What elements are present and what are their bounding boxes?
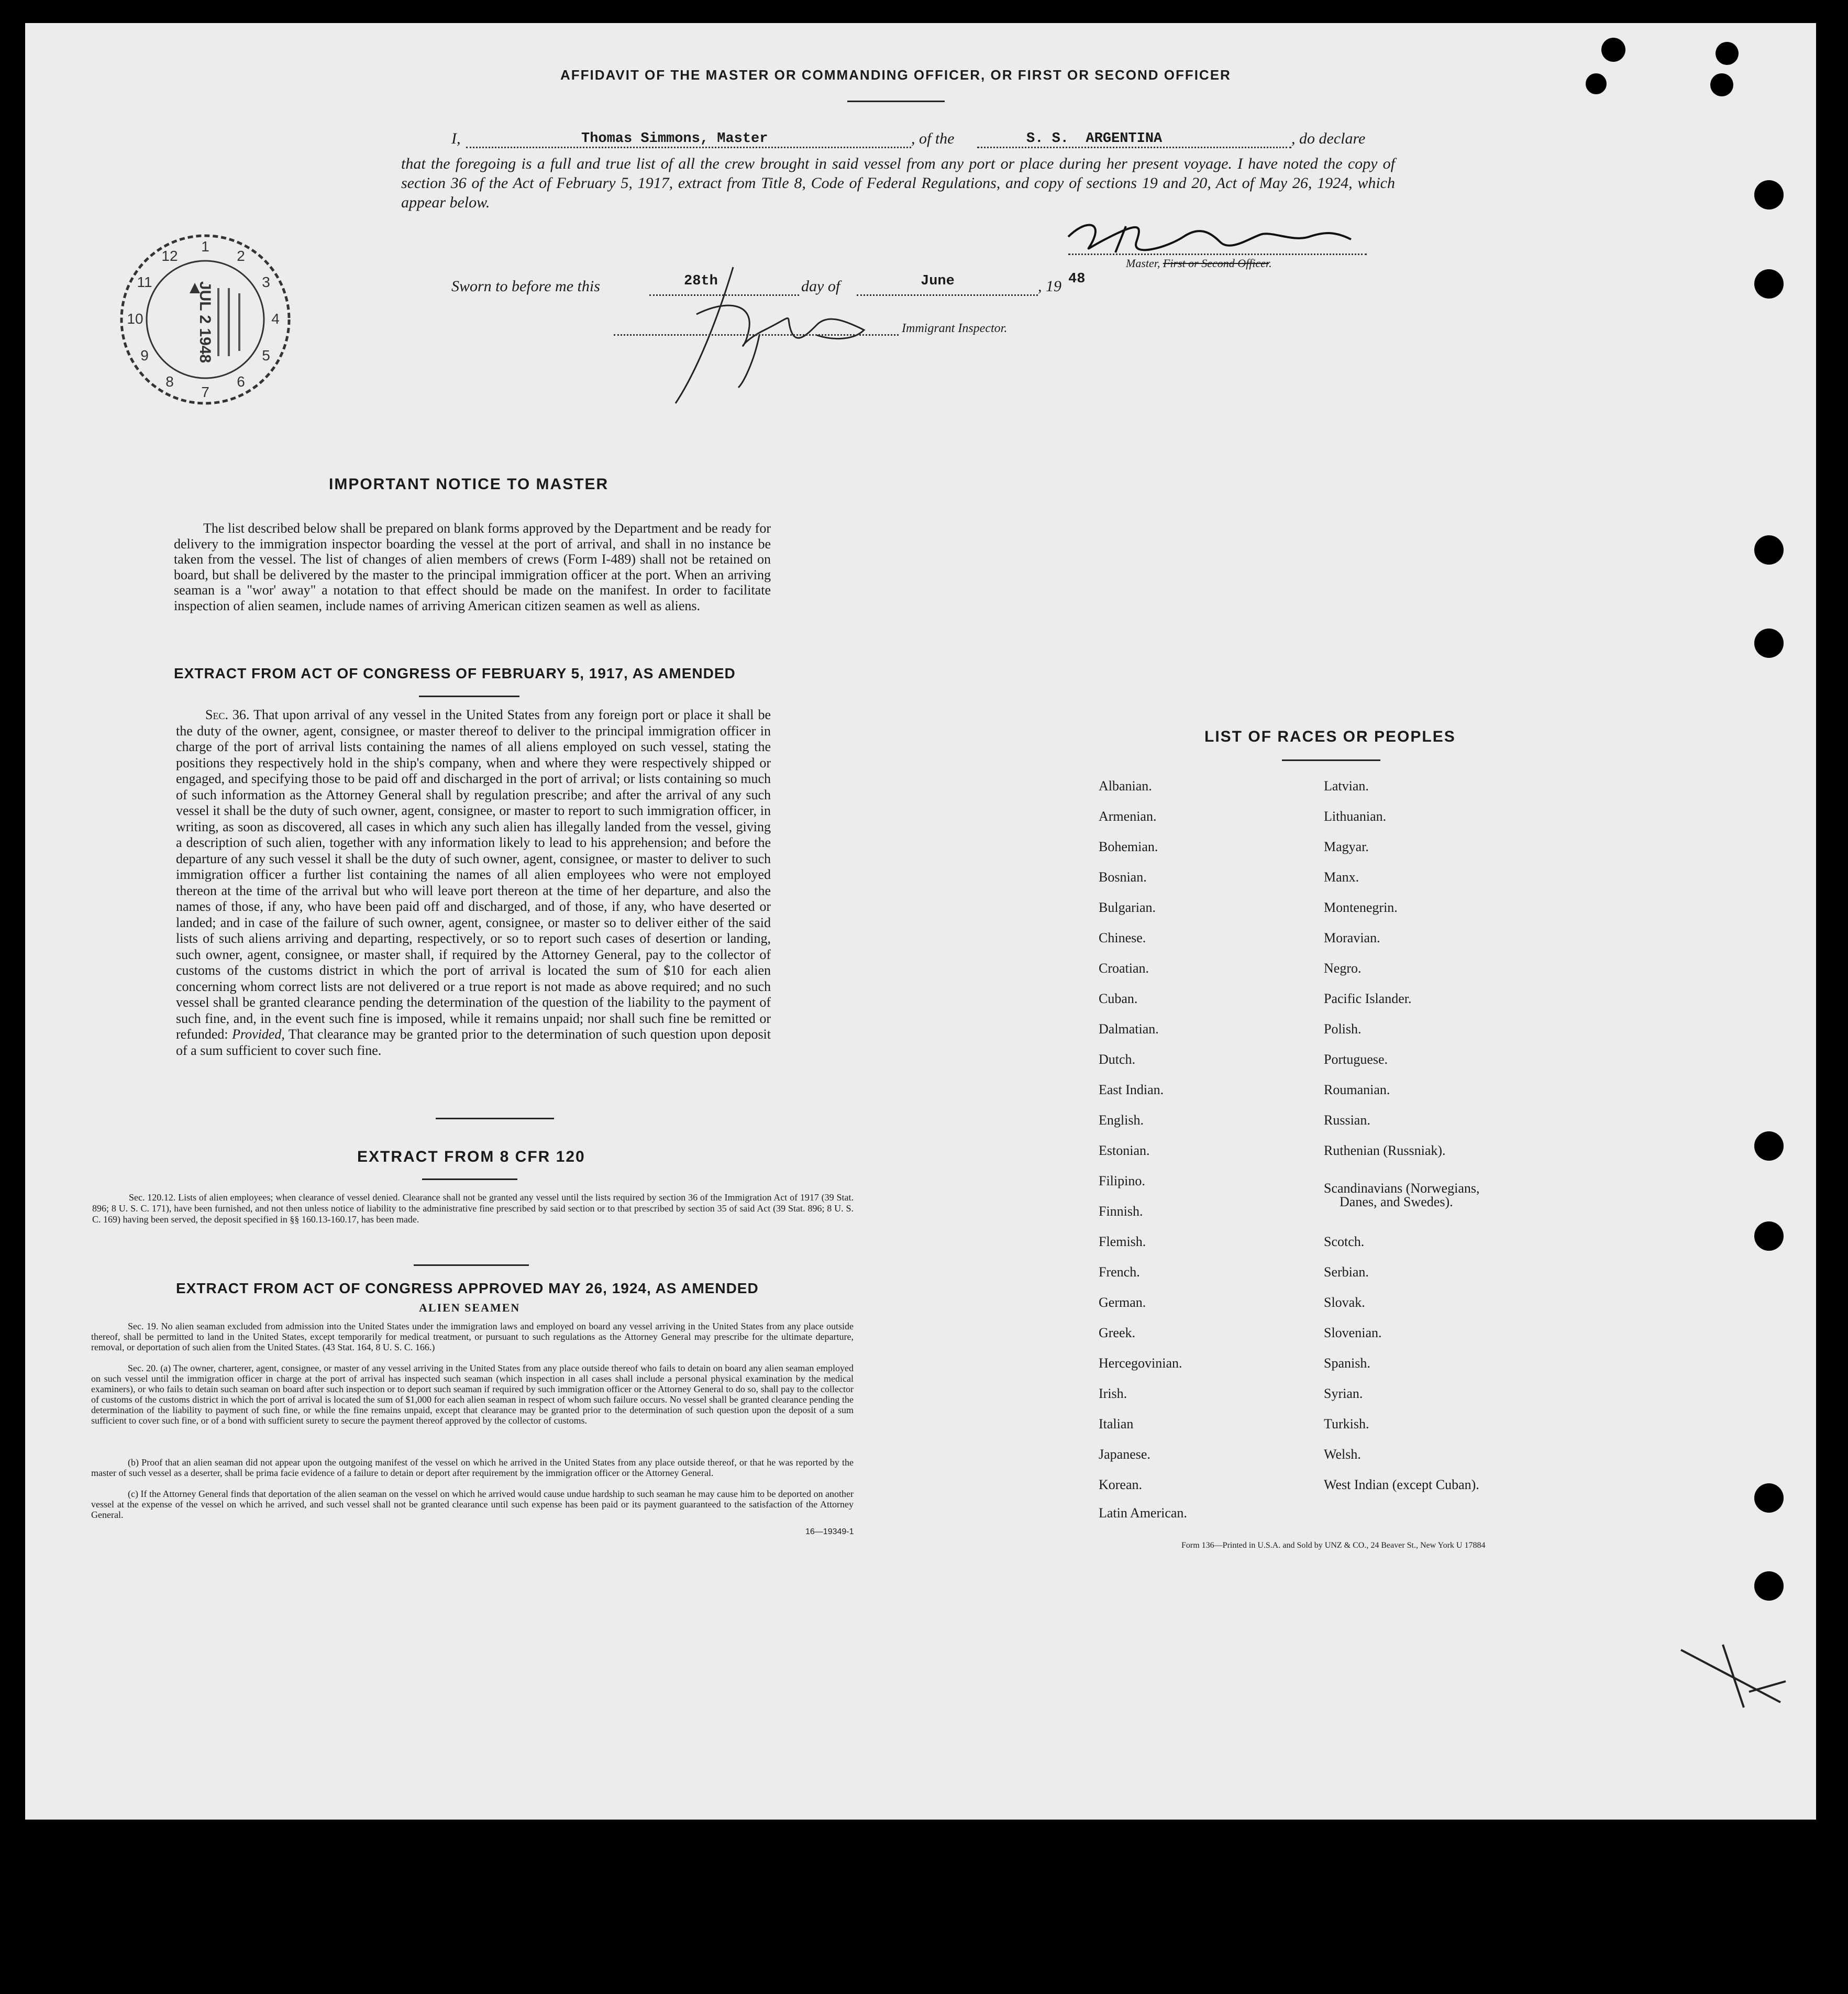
title-rule (847, 101, 945, 102)
race-item: Italian (1099, 1416, 1134, 1431)
race-item: Bulgarian. (1099, 900, 1156, 915)
cfr-end-rule (414, 1264, 529, 1266)
race-item: Armenian. (1099, 809, 1157, 824)
race-item: Russian. (1324, 1112, 1370, 1128)
extract1924-sec20c: (c) If the Attorney General finds that deportation of the alien seaman on the vessel on which he arrived would cause undue hardship to such seaman he may cause him to be deported on another vessel at the expense of the vessel on which he arrived, and such vessel shall not be granted clearance until such expense has been paid or its payment guaranteed to the satisfaction of the Attorney General. (91, 1489, 854, 1520)
race-item: French. (1099, 1264, 1140, 1280)
year-suffix: 48 (1068, 271, 1086, 287)
extract1917-sec: Sec. 36. (205, 707, 250, 722)
races-heading: LIST OF RACES OR PEOPLES (1204, 728, 1456, 745)
race-item: Filipino. (1099, 1173, 1145, 1188)
race-item: German. (1099, 1295, 1146, 1310)
stamp-number: 9 (140, 347, 149, 363)
race-item: Slovak. (1324, 1295, 1365, 1310)
race-item: Montenegrin. (1324, 900, 1398, 915)
race-item: East Indian. (1099, 1082, 1164, 1097)
race-item: Hercegovinian. (1099, 1356, 1182, 1371)
race-item: Slovenian. (1324, 1325, 1382, 1340)
stamp-number: 5 (262, 347, 270, 363)
cfr-heading: EXTRACT FROM 8 CFR 120 (357, 1148, 585, 1165)
stamp-date: JUL 2 1948 (196, 281, 214, 363)
race-item: Magyar. (1324, 839, 1369, 854)
race-item: Estonian. (1099, 1143, 1150, 1158)
punch-hole (1754, 269, 1784, 299)
race-item: Manx. (1324, 869, 1359, 885)
race-item: Scandinavians (Norwegians, (1324, 1181, 1480, 1196)
race-item: Bosnian. (1099, 869, 1147, 885)
extract1917-proviso-label: Provided, (232, 1027, 285, 1042)
inspector-signature-line (614, 334, 899, 336)
race-item: Flemish. (1099, 1234, 1146, 1249)
extract1924-sec20b: (b) Proof that an alien seaman did not appear upon the outgoing manifest of the vessel on which he arrived in the United States from any place outside thereof, or that he was reported by the master of such vessel as a deserter, shall be prima facie evidence of a failure to detain or deport after requirement by the immigration officer or the Attorney General. (91, 1457, 854, 1478)
master-name-line (466, 147, 911, 148)
of-the-label: , of the (911, 130, 955, 147)
race-item: West Indian (except Cuban). (1324, 1477, 1479, 1492)
race-item: English. (1099, 1112, 1144, 1128)
punch-hole (1754, 1131, 1784, 1161)
inspector-signature (665, 257, 885, 409)
race-item: Spanish. (1324, 1356, 1370, 1371)
master-signature (1063, 216, 1356, 258)
stamp-number: 6 (237, 373, 245, 390)
form-code: 16—19349-1 (805, 1527, 854, 1536)
race-item: Polish. (1324, 1021, 1362, 1037)
notice-text: The list described below shall be prepared on blank forms approved by the Department and be ready for delivery to the immigration inspector boarding the vessel at the port of arrival, and shall in no instance be taken from the vessel. The list of changes of alien members of crews (Form I-489) shall not be retained on board, but shall be delivered by the master to the principal immigration officer at the port. When an arriving seaman is a "wor' away" a notation to that effect should be made on the manifest. In order to facilitate inspection of alien seamen, include names of arriving American citizen seamen as well as aliens. (174, 521, 771, 613)
stamp-number: 7 (201, 384, 209, 400)
vessel-line (977, 147, 1291, 148)
race-item: Welsh. (1324, 1447, 1361, 1462)
stamp-number: 2 (237, 248, 245, 264)
stamp-number: 10 (127, 311, 143, 327)
affidavit-title: AFFIDAVIT OF THE MASTER OR COMMANDING OFFICER, OR FIRST OR SECOND OFFICER (560, 67, 1231, 83)
affidavit-body: that the foregoing is a full and true list of all the crew brought in said vessel from any port or place during her present voyage. I have noted the copy of section 36 of the Act of February 5, 1917, extract from Title 8, Code of Federal Regulations, and copy of sections 19 and 20, Act of May 26, 1924, which appear below. (401, 155, 1395, 211)
race-item: Latin American. (1099, 1505, 1187, 1521)
race-item: Pacific Islander. (1324, 991, 1412, 1006)
date-stamp (116, 230, 294, 409)
punch-hole (1754, 629, 1784, 658)
do-declare-label: , do declare (1291, 130, 1366, 147)
race-item: Finnish. (1099, 1204, 1143, 1219)
extract1917-proviso-text: That clearance may be granted prior to the determination of such question upon deposit of a sum sufficient to cover such fine. (176, 1027, 771, 1058)
stamp-number: 12 (161, 248, 178, 264)
notice-heading: IMPORTANT NOTICE TO MASTER (329, 476, 609, 493)
sworn-day: 28th (684, 273, 718, 289)
cfr-rule (422, 1178, 517, 1180)
punch-hole (1601, 38, 1625, 62)
sworn-month: June (921, 273, 955, 289)
master-name: Thomas Simmons, Master (581, 131, 768, 147)
race-item: Syrian. (1324, 1386, 1363, 1401)
race-item: Albanian. (1099, 778, 1152, 794)
master-caption-struck: First or Second Officer (1163, 257, 1269, 270)
race-item: Scotch. (1324, 1234, 1365, 1249)
vessel-name: S. S. ARGENTINA (1026, 131, 1163, 147)
race-item: Chinese. (1099, 930, 1146, 945)
race-item: Bohemian. (1099, 839, 1158, 854)
punch-hole (1754, 180, 1784, 210)
race-item: Cuban. (1099, 991, 1138, 1006)
race-item: Serbian. (1324, 1264, 1369, 1280)
master-caption (1126, 257, 1272, 270)
race-item: Greek. (1099, 1325, 1136, 1340)
race-item: Dutch. (1099, 1052, 1136, 1067)
race-item: Lithuanian. (1324, 809, 1387, 824)
race-item: Danes, and Swedes). (1340, 1194, 1453, 1209)
race-item: Irish. (1099, 1386, 1127, 1401)
extract1917-body: That upon arrival of any vessel in the United States from any foreign port or place it shall be the duty of the owner, agent, consignee, or master thereof to deliver to the principal immigration officer in charge of the port of arrival lists containing the names of all aliens employed on such vessel, stating the positions they respectively hold in the ship's company, when and where they were respectively shipped or engaged, and specifying those to be paid off and discharged in the port of arrival; or lists containing so much of such information as the Attorney General shall by regulation prescribe; and after the arrival of any such vessel it shall be the duty of such owner, agent, consignee, or master to report to such immigration officer, in writing, as soon as discovered, all cases in which any such alien has illegally landed from the vessel, giving a description of such alien, together with any information likely to lead to his apprehension; and before the departure of any such vessel it shall be the duty of such owner, agent, consignee, or master to deliver to such immigration officer a further list containing the names of all alien employees who were not employed thereon at the time of the arrival but who will leave port thereon at the time of her departure, and also the names of those, if any, who have been paid off and discharged, and of those, if any, who have deserted or landed; and in case of the failure of such owner, agent, consignee, or master so to deliver either of the said lists of such aliens arriving and departing, respectively, or so to report such cases of desertion or landing, such owner, agent, consignee, or master shall, if required by the Attorney General, pay to the collector of customs of the customs district in which the port of arrival is located the sum of $10 for each alien concerning whom correct lists are not delivered or a true report is not made as above required; and no such vessel shall be granted clearance pending the determination of the question of the liability to the payment of such fine, and, in the event such fine is imposed, while it remains unpaid; nor shall such fine be remitted or refunded: (176, 707, 771, 1042)
race-item: Turkish. (1324, 1416, 1369, 1431)
master-caption-end: . (1269, 257, 1272, 270)
stamp-number: 1 (201, 238, 209, 255)
stamp-number: 8 (165, 373, 174, 390)
sworn-label: Sworn to before me this (451, 278, 600, 295)
punch-hole (1710, 73, 1733, 96)
day-of-label: day of (801, 278, 840, 295)
extract1924-sec19: Sec. 19. No alien seaman excluded from admission into the United States under the immigration laws and employed on board any vessel arriving in the United States from any place outside thereof, shall be permitted to land in the United States, except temporarily for medical treatment, or pursuant to such regulations as the Attorney General may prescribe for the ultimate departure, removal, or deportation of such alien from the United States. (43 Stat. 164, 8 U. S. C. 166.) (91, 1321, 854, 1352)
extract1924-sec20a: Sec. 20. (a) The owner, charterer, agent, consignee, or master of any vessel arriving in the United States from any place outside thereof who fails to detain on board any alien seaman employed on such vessel until the immigration officer in charge at the port of arrival has inspected such seaman (which inspection in all cases shall include a personal physical examination by the medical examiners), or who fails to detain such seaman on board after such inspection or to deport such seaman if required by such immigration officer or the Attorney General to do so, shall pay to the collector of customs of the customs district in which the port of arrival is located the sum of $1,000 for each alien seaman in respect of whom such failure occurs. No vessel shall be granted clearance pending the determination of the liability to payment of such fine, or while the fine remains unpaid, except that clearance may be granted prior to the determination of such question upon the deposit of a sum sufficient to cover such fine, or of a bond with sufficient surety to secure the payment thereof approved by the collector of customs. (91, 1363, 854, 1426)
punch-hole (1716, 42, 1739, 65)
extract1917-rule (419, 696, 519, 697)
race-item: Portuguese. (1324, 1052, 1388, 1067)
race-item: Moravian. (1324, 930, 1380, 945)
punch-hole (1754, 1483, 1784, 1513)
master-caption-master: Master, (1126, 257, 1160, 270)
punch-hole (1586, 73, 1607, 94)
race-item: Latvian. (1324, 778, 1369, 794)
extract1917-heading: EXTRACT FROM ACT OF CONGRESS OF FEBRUARY 5, 1917, AS AMENDED (174, 665, 736, 681)
stamp-number: 3 (262, 274, 270, 290)
races-rule (1282, 759, 1380, 761)
year-prefix: , 19 (1038, 278, 1061, 295)
stamp-number: 4 (271, 311, 280, 327)
race-item: Roumanian. (1324, 1082, 1390, 1097)
affidavit-i-label: I, (451, 130, 461, 147)
punch-hole (1754, 1571, 1784, 1601)
race-item: Japanese. (1099, 1447, 1150, 1462)
cfr-text: Sec. 120.12. Lists of alien employees; when clearance of vessel denied. Clearance shall not be granted any vessel until the lists required by section 36 of the Immigration Act of 1917 (39 Stat. 896; 8 U. S. C. 171), have been furnished, and not then unless notice of liability to the administrative fine prescribed by said section or to that prescribed by section 35 of said Act (39 Stat. 896; 8 U. S. C. 169) having been served, the deposit specified in §§ 160.13-160.17, has been made. (92, 1192, 854, 1225)
race-item: Korean. (1099, 1477, 1143, 1492)
master-signature-line (1068, 254, 1367, 255)
extract1917-end-rule (436, 1118, 554, 1119)
corner-mark (1676, 1639, 1791, 1713)
extract1917-text (176, 707, 771, 1059)
form-footer: Form 136—Printed in U.S.A. and Sold by UNZ & CO., 24 Beaver St., New York U 17884 (1181, 1541, 1486, 1550)
punch-hole (1754, 535, 1784, 565)
extract1924-subheading: ALIEN SEAMEN (419, 1301, 521, 1314)
inspector-label: Immigrant Inspector. (902, 322, 1008, 335)
stamp-number: 11 (137, 274, 152, 290)
race-item: Negro. (1324, 961, 1362, 976)
race-item: Croatian. (1099, 961, 1149, 976)
punch-hole (1754, 1221, 1784, 1251)
extract1924-heading: EXTRACT FROM ACT OF CONGRESS APPROVED MAY 26, 1924, AS AMENDED (176, 1280, 759, 1296)
race-item: Dalmatian. (1099, 1021, 1159, 1037)
race-item: Ruthenian (Russniak). (1324, 1143, 1446, 1158)
